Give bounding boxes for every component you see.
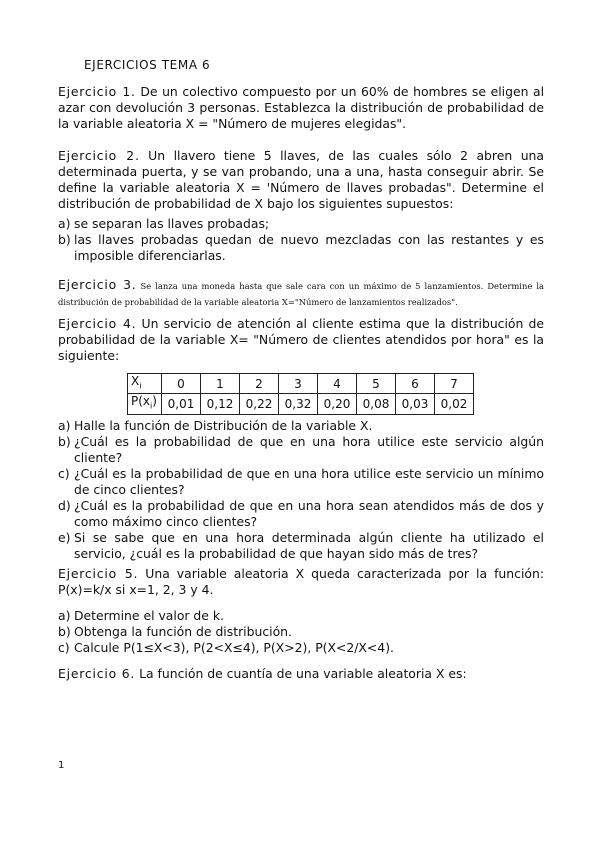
exercise-4	[58, 316, 544, 364]
list-item	[58, 216, 544, 232]
list-item-text: ¿Cuál es la probabilidad de que en una hora utilice este servicio un mínimo de cinco clientes?	[74, 466, 544, 497]
exercise-3-text: Se lanza una moneda hasta que sale cara con un máximo de 5 lanzamientos. Determine la distribución de probabilidad de la variable aleatoria X="Número de lanzamientos realizados".	[58, 281, 544, 307]
exercise-6-text: La función de cuantía de una variable aleatoria X es:	[135, 666, 467, 681]
exercise-6-label: Ejercicio 6.	[58, 666, 136, 681]
list-item	[58, 530, 544, 562]
exercise-3-label: Ejercicio 3.	[58, 277, 137, 292]
list-marker: a)	[58, 418, 71, 433]
list-item-text: Calcule P(1≤X<3), P(2<X≤4), P(X>2), P(X<2/X<4).	[74, 640, 394, 655]
list-item-text: se separan las llaves probadas;	[74, 216, 270, 231]
exercise-4-text: Un servicio de atención al cliente estima que la distribución de probabilidad de la variable X= "Número de clientes atendidos por hora" es la siguiente:	[58, 316, 544, 363]
list-marker: b)	[58, 624, 71, 639]
table-row-header-x: $X_i$	[128, 374, 162, 394]
table-cell: 3	[279, 374, 318, 394]
list-item-text: las llaves probadas quedan de nuevo mezcladas con las restantes y es imposible diferenciarlas.	[74, 232, 544, 263]
list-marker: d)	[58, 498, 71, 513]
list-marker: c)	[58, 466, 70, 481]
table-row	[128, 374, 474, 394]
table-cell: 0,02	[435, 394, 474, 414]
list-marker: c)	[58, 640, 70, 655]
list-item	[58, 624, 544, 640]
exercise-5-label: Ejercicio 5.	[58, 566, 139, 581]
exercise-6	[58, 666, 544, 682]
list-item	[58, 232, 544, 264]
list-marker: e)	[58, 530, 71, 545]
list-item	[58, 608, 544, 624]
exercise-3	[58, 277, 544, 309]
table-cell: 0,32	[279, 394, 318, 414]
list-item	[58, 640, 544, 656]
probability-table	[127, 373, 474, 415]
table-cell: 0,20	[318, 394, 357, 414]
page-title: EJERCICIOS TEMA 6	[84, 58, 211, 72]
exercise-2	[58, 148, 544, 212]
exercise-2-text: Un llavero tiene 5 llaves, de las cuales sólo 2 abren una determinada puerta, y se van probando, una a una, hasta conseguir abrir. Se define la variable aleatoria X = 'Número de llaves probadas". Determine el distribución de probabilidad de X bajo los siguientes supuestos:	[58, 148, 544, 211]
exercise-1-text: De un colectivo compuesto por un 60% de hombres se eligen al azar con devolución 3 personas. Establezca la distribución de probabilidad de la variable aleatoria X = "Número de mujeres elegidas".	[58, 84, 545, 131]
list-marker: a)	[58, 216, 71, 231]
table-cell: 0,08	[357, 394, 396, 414]
table-cell: 0	[162, 374, 201, 394]
exercise-2-list	[58, 216, 544, 264]
list-item	[58, 434, 544, 466]
table-cell: 0,01	[162, 394, 201, 414]
exercise-5-list	[58, 608, 544, 656]
list-marker: a)	[58, 608, 71, 623]
list-item-text: ¿Cuál es la probabilidad de que en una hora utilice este servicio algún cliente?	[74, 434, 544, 465]
table-cell: 0,22	[240, 394, 279, 414]
table-cell: 6	[396, 374, 435, 394]
list-item-text: Halle la función de Distribución de la variable X.	[74, 418, 373, 433]
exercise-4-list	[58, 418, 544, 562]
list-item	[58, 498, 544, 530]
list-item-text: Obtenga la función de distribución.	[74, 624, 292, 639]
list-item-text: Determine el valor de k.	[74, 608, 224, 623]
list-marker: b)	[58, 232, 71, 247]
table-cell: 5	[357, 374, 396, 394]
exercise-1-label: Ejercicio 1.	[58, 84, 136, 99]
list-item-text: Si se sabe que en una hora determinada algún cliente ha utilizado el servicio, ¿cuál es la probabilidad de que hayan sido más de tres?	[74, 530, 544, 561]
table-cell: 0,03	[396, 394, 435, 414]
exercise-2-label: Ejercicio 2.	[58, 148, 140, 163]
exercise-5	[58, 566, 544, 598]
list-item-text: ¿Cuál es la probabilidad de que en una hora sean atendidos más de dos y como máximo cinco clientes?	[74, 498, 544, 529]
list-item	[58, 418, 544, 434]
table-cell: 4	[318, 374, 357, 394]
table-cell: 7	[435, 374, 474, 394]
table-row	[128, 394, 474, 414]
table-cell: 0,12	[201, 394, 240, 414]
table-cell: 1	[201, 374, 240, 394]
exercise-4-label: Ejercicio 4.	[58, 316, 137, 331]
table-row-header-p: $P(x_i)$	[128, 394, 162, 414]
exercise-5-text: Una variable aleatoria X queda caracterizada por la función: P(x)=k/x si x=1, 2, 3 y 4.	[58, 566, 544, 597]
list-marker: b)	[58, 434, 71, 449]
page-number: 1	[58, 760, 65, 771]
table-cell: 2	[240, 374, 279, 394]
list-item	[58, 466, 544, 498]
exercise-1	[58, 84, 544, 132]
